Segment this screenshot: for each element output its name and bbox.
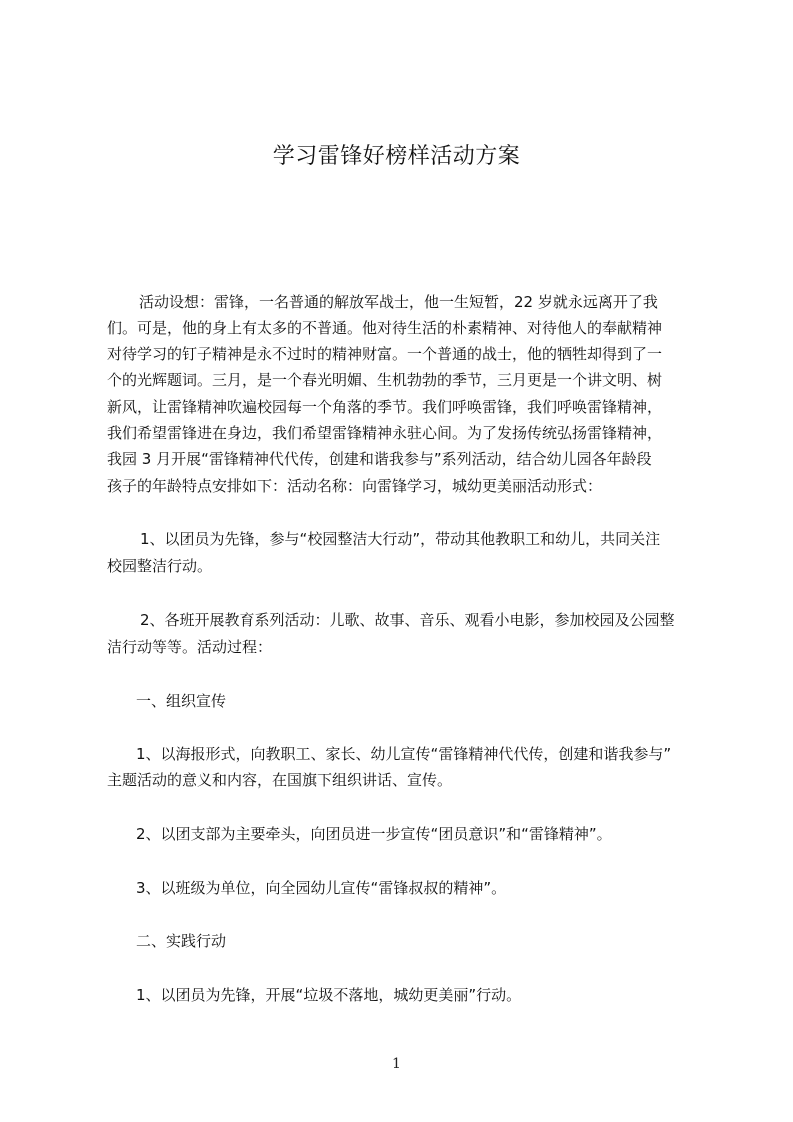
s1-item1-line-2: 主题活动的意义和内容，在国旗下组织讲话、宣传。	[107, 771, 453, 789]
s2-item1: 1、以团员为先锋，开展“垃圾不落地，城幼更美丽”行动。	[136, 986, 522, 1004]
intro-line-6: 我们希望雷锋进在身边，我们希望雷锋精神永驻心间。为了发扬传统弘扬雷锋精神，	[107, 424, 663, 442]
intro-line-1: 活动设想：雷锋，一名普通的解放军战士，他一生短暂，22 岁就永远离开了我	[139, 293, 658, 311]
form2-line-1: 2、各班开展教育系列活动：儿歌、故事、音乐、观看小电影，参加校园及公园整	[140, 611, 675, 629]
s1-item1-line-1: 1、以海报形式，向教职工、家长、幼儿宣传“雷锋精神代代传，创建和谐我参与”	[136, 745, 672, 763]
intro-line-7: 我园 3 月开展“雷锋精神代代传，创建和谐我参与”系列活动，结合幼儿园各年龄段	[107, 450, 652, 468]
intro-line-3: 对待学习的钉子精神是永不过时的精神财富。一个普通的战士，他的牺牲却得到了一	[107, 345, 663, 363]
intro-line-4: 个的光辉题词。三月，是一个春光明媚、生机勃勃的季节，三月更是一个讲文明、树	[107, 371, 663, 389]
form2-line-2: 洁行动等等。活动过程：	[107, 638, 273, 656]
form1-line-1: 1、以团员为先锋，参与“校园整洁大行动”，带动其他教职工和幼儿，共同关注	[140, 530, 661, 548]
intro-line-5: 新风，让雷锋精神吹遍校园每一个角落的季节。我们呼唤雷锋，我们呼唤雷锋精神，	[107, 398, 663, 416]
form1-line-2: 校园整洁行动。	[107, 557, 213, 575]
page-number: 1	[392, 1056, 401, 1072]
s1-item3: 3、以班级为单位，向全园幼儿宣传“雷锋叔叔的精神”。	[136, 879, 507, 897]
document-title: 学习雷锋好榜样活动方案	[272, 144, 521, 169]
intro-line-2: 们。可是，他的身上有太多的不普通。他对待生活的朴素精神、对待他人的奉献精神	[107, 319, 663, 337]
intro-line-8: 孩子的年龄特点安排如下：活动名称：向雷锋学习，城幼更美丽活动形式：	[107, 477, 603, 495]
section2-heading: 二、实践行动	[136, 932, 227, 950]
s1-item2: 2、以团支部为主要牵头，向团员进一步宣传“团员意识”和“雷锋精神”。	[136, 825, 612, 843]
section1-heading: 一、组织宣传	[136, 692, 227, 710]
